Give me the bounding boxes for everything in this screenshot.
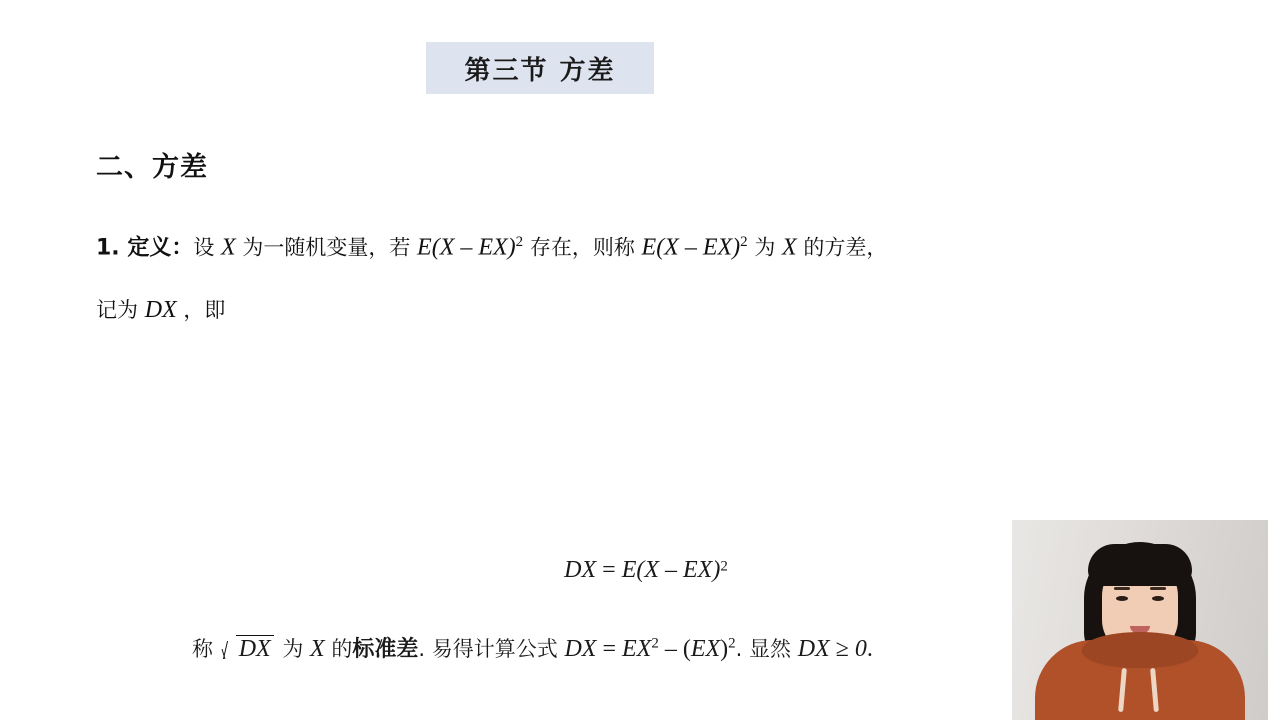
final-text-b: 为 <box>275 637 311 661</box>
def-symbol-dx: DX <box>144 296 177 323</box>
def-text-b: 为一随机变量，若 <box>235 235 418 260</box>
formula-close-paren: ) <box>720 636 729 662</box>
definition-block <box>96 212 1196 662</box>
presenter-brow-right <box>1150 587 1166 590</box>
formula-equals: = <box>596 636 622 662</box>
def-line2-a: 记为 <box>96 297 145 322</box>
def-text-c: 存在，则称 <box>523 235 642 260</box>
presenter-eye-right <box>1152 596 1164 601</box>
term-standard-deviation: 标准差 <box>352 637 419 662</box>
section-heading: 二、方差 <box>96 152 208 183</box>
formula-ex-squared-exponent: 2 <box>651 635 659 652</box>
presenter-eye-left <box>1116 596 1128 601</box>
inequality-dx-nonnegative: DX ≥ 0 <box>797 636 867 662</box>
presenter-fringe <box>1088 544 1192 586</box>
def-expr-e1: E(X – EX) <box>417 234 516 261</box>
equation-rhs: E(X – EX) <box>621 557 721 583</box>
presenter-brow-left <box>1114 587 1130 590</box>
equation-rhs-exponent: 2 <box>720 558 728 575</box>
presenter-video <box>1012 520 1268 720</box>
final-text-a: 称 <box>192 637 220 661</box>
formula-lhs: DX <box>564 636 597 662</box>
presenter-hood-collar <box>1082 632 1198 668</box>
final-period: . <box>866 636 873 662</box>
def-var-x1: X <box>221 234 236 261</box>
final-text-c: 的 <box>324 637 353 661</box>
def-var-x2: X <box>782 234 797 261</box>
definition-line-2 <box>96 279 1196 341</box>
formula-ex: EX <box>690 636 721 662</box>
standard-deviation-line <box>192 632 873 663</box>
final-var-x: X <box>310 636 325 662</box>
page-title: 第三节 方差 <box>464 55 616 86</box>
final-text-e: . 显然 <box>735 637 798 661</box>
def-expr-e2: E(X – EX) <box>641 234 741 261</box>
formula-ex-squared: EX <box>622 636 652 662</box>
def-text-a: 设 <box>193 235 222 260</box>
equation-equals: = <box>596 557 622 583</box>
def-line2-b: ，即 <box>176 297 226 322</box>
def-text-e: 的方差， <box>796 235 888 260</box>
def-text-d: 为 <box>747 235 783 260</box>
sqrt-radicand: DX <box>236 635 274 662</box>
formula-exponent: 2 <box>728 635 736 652</box>
def-expr-e2-exponent: 2 <box>740 234 748 250</box>
slide-title-banner <box>426 42 654 94</box>
final-text-d: . 易得计算公式 <box>418 637 565 661</box>
formula-minus: – ( <box>658 636 691 662</box>
definition-label: 1. 定义： <box>96 235 194 261</box>
def-expr-e1-exponent: 2 <box>515 234 524 250</box>
definition-line-1 <box>96 212 1196 279</box>
sqrt-symbol <box>222 635 274 662</box>
equation-lhs: DX <box>564 557 597 583</box>
